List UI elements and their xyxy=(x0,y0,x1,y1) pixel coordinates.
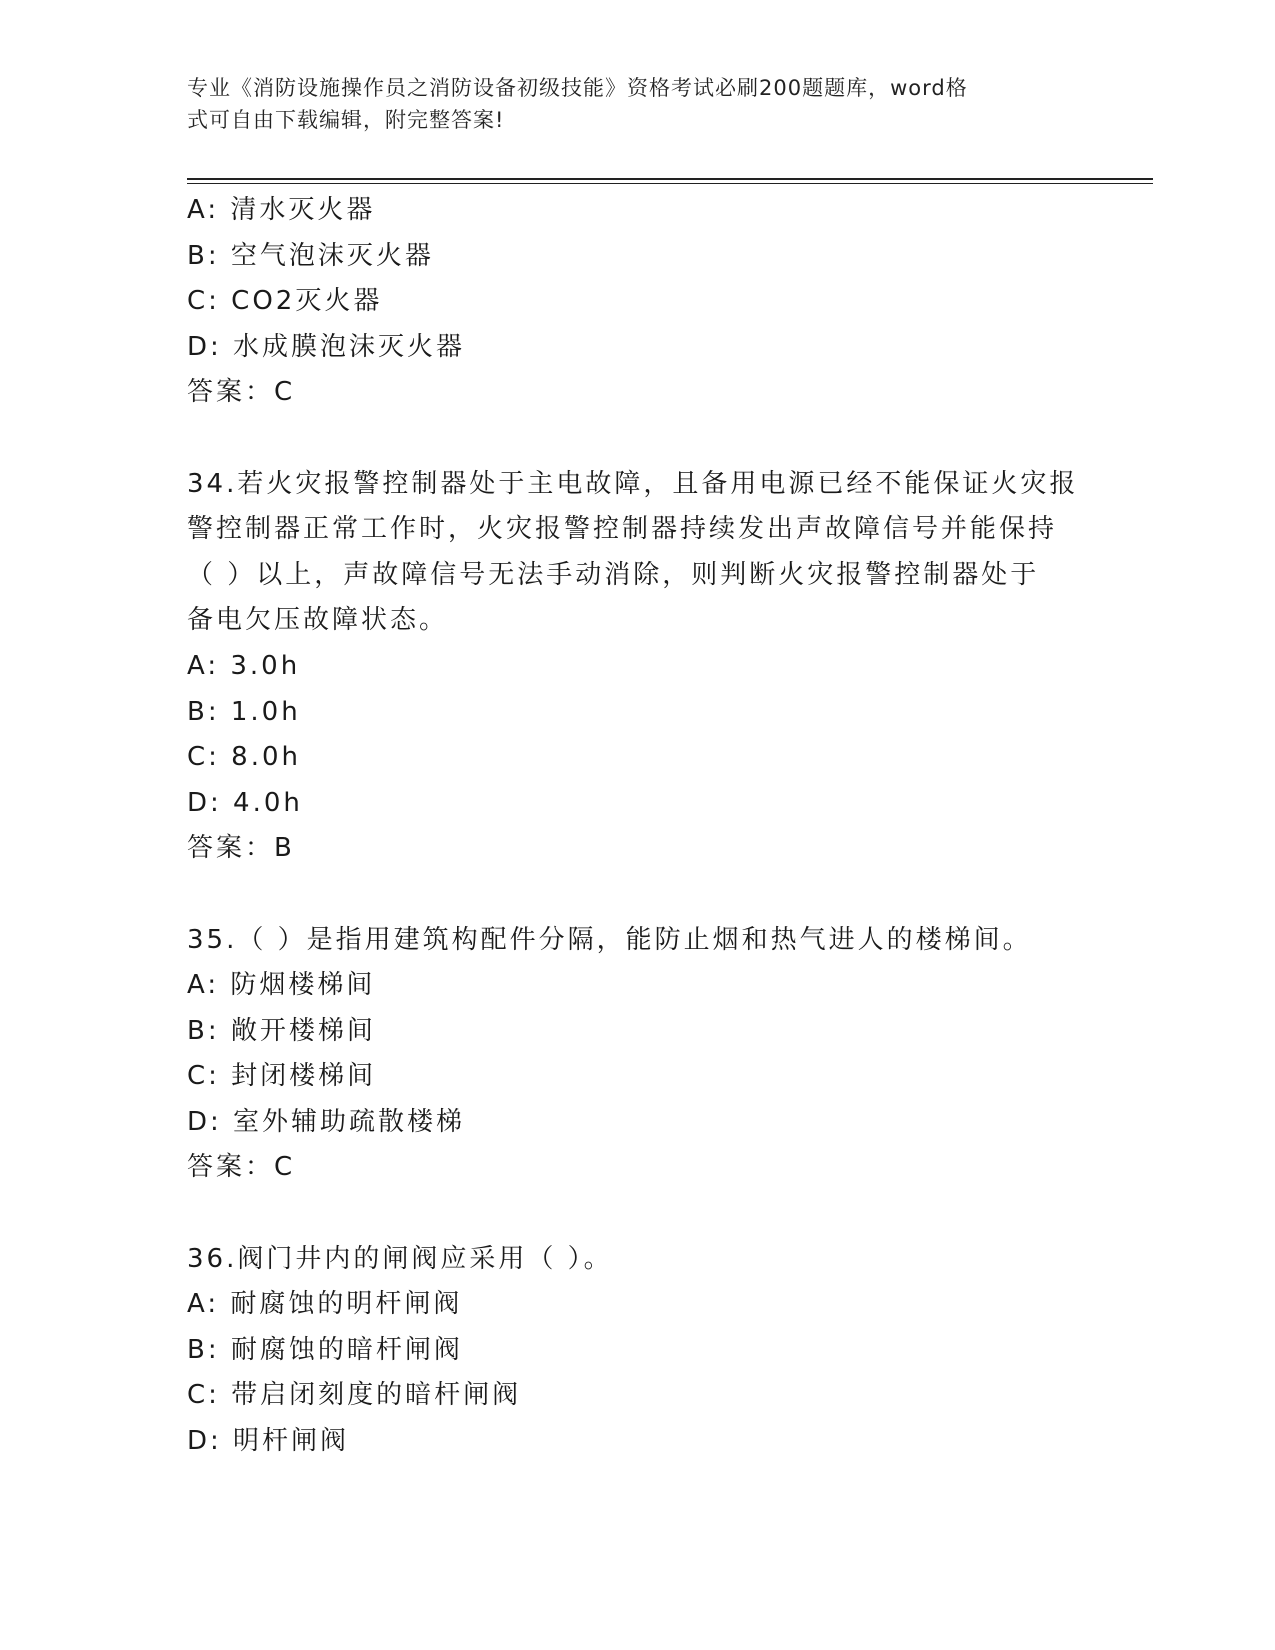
question-stem-line: （ ）以上，声故障信号无法手动消除，则判断火灾报警控制器处于 xyxy=(187,559,1040,590)
question-34 xyxy=(187,462,1087,872)
question-35 xyxy=(187,918,1087,1192)
spacer xyxy=(187,872,1087,918)
spacer xyxy=(187,1191,1087,1237)
option-b: B: 空气泡沫灭火器 xyxy=(187,240,434,271)
question-stem-line: 35.（ ）是指用建筑构配件分隔，能防止烟和热气进人的楼梯间。 xyxy=(187,924,1032,955)
option-d: D: 4.0h xyxy=(187,787,303,818)
option-d: D: 明杆闸阀 xyxy=(187,1426,350,1457)
option-a: A: 耐腐蚀的明杆闸阀 xyxy=(187,1289,463,1320)
question-stem-line: 36.阀门井内的闸阀应采用（ ）。 xyxy=(187,1243,613,1274)
option-c: C: CO2灭火器 xyxy=(187,286,383,317)
option-a: A: 3.0h xyxy=(187,650,301,681)
option-c: C: 封闭楼梯间 xyxy=(187,1061,377,1092)
option-b: B: 1.0h xyxy=(187,696,301,727)
question-36 xyxy=(187,1237,1087,1465)
question-33-continued xyxy=(187,188,1087,416)
question-stem-line: 34.若火灾报警控制器处于主电故障，且备用电源已经不能保证火灾报 xyxy=(187,468,1079,499)
option-a: A: 防烟楼梯间 xyxy=(187,970,376,1001)
question-stem-line: 备电欠压故障状态。 xyxy=(187,605,449,636)
header-divider-thick xyxy=(187,178,1153,180)
header-line-1: 专业《消防设施操作员之消防设备初级技能》资格考试必刷200题题库，word格 xyxy=(187,76,968,100)
header-line-2: 式可自由下载编辑，附完整答案! xyxy=(187,108,505,132)
answer-line: 答案：B xyxy=(187,833,295,864)
document-header xyxy=(187,72,1067,136)
option-c: C: 带启闭刻度的暗杆闸阀 xyxy=(187,1380,522,1411)
spacer xyxy=(187,416,1087,462)
option-a: A: 清水灭火器 xyxy=(187,195,376,225)
answer-line: 答案：C xyxy=(187,377,296,408)
option-d: D: 室外辅助疏散楼梯 xyxy=(187,1106,466,1137)
header-divider-thin xyxy=(187,183,1153,184)
option-b: B: 耐腐蚀的暗杆闸阀 xyxy=(187,1334,463,1365)
answer-line: 答案：C xyxy=(187,1152,296,1183)
question-stem-line: 警控制器正常工作时，火灾报警控制器持续发出声故障信号并能保持 xyxy=(187,514,1058,545)
option-c: C: 8.0h xyxy=(187,742,302,773)
option-b: B: 敞开楼梯间 xyxy=(187,1015,376,1046)
option-d: D: 水成膜泡沫灭火器 xyxy=(187,331,466,362)
document-body xyxy=(187,188,1087,1465)
